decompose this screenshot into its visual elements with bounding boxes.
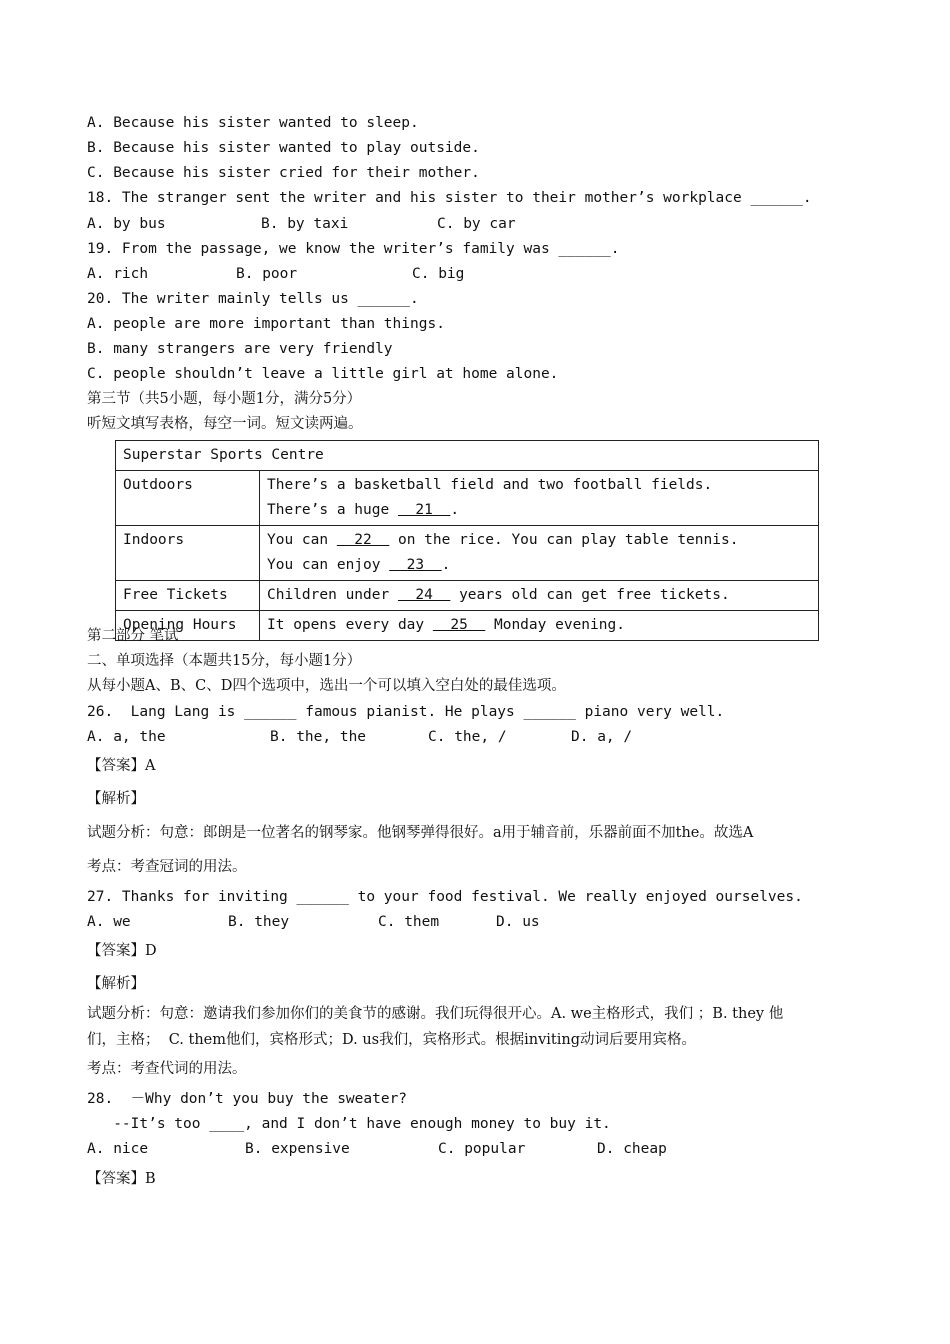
hours-label: Opening Hours: [116, 611, 260, 641]
section3-title: 第三节（共5小题，每小题1分，满分5分）: [87, 391, 362, 407]
q27-option-a: A. we: [87, 914, 131, 930]
tickets-label: Free Tickets: [116, 581, 260, 611]
q20-stem: 20. The writer mainly tells us ______.: [87, 291, 419, 307]
q28-stem-line-1: 28. －Why don’t you buy the sweater?: [87, 1091, 408, 1107]
tickets-pre: Children under: [267, 587, 398, 603]
section-instruction: 从每小题A、B、C、D四个选项中，选出一个可以填入空白处的最佳选项。: [87, 678, 566, 694]
blank-25: 25: [432, 617, 486, 633]
q28-option-c: C. popular: [438, 1141, 526, 1157]
blank-21: 21: [397, 502, 451, 518]
q19-option-b: B. poor: [236, 266, 298, 282]
table-row-hours: [116, 611, 819, 641]
q18-option-b: B. by taxi: [261, 216, 349, 232]
section-title: 二、单项选择（本题共15分，每小题1分）: [87, 653, 362, 669]
indoors-line-2-post: .: [441, 557, 451, 573]
q28-answer: 【答案】B: [87, 1171, 156, 1187]
q26-option-a: A. a, the: [87, 729, 166, 745]
outdoors-line-1: There’s a basketball field and two football fields.: [267, 477, 713, 493]
q27-options: [87, 913, 787, 1003]
q28-stem-line-2: --It’s too ____, and I don’t have enough money to buy it.: [87, 1116, 611, 1132]
q18-option-c: C. by car: [437, 216, 516, 232]
q26-point: 考点：考查冠词的用法。: [87, 859, 247, 875]
tickets-post: years old can get free tickets.: [450, 587, 730, 603]
indoors-line-1-post: on the rice. You can play table tennis.: [389, 532, 739, 548]
hours-content: [260, 611, 819, 641]
q28-options: [87, 1140, 787, 1230]
q26-option-d: D. a, /: [571, 729, 633, 745]
q17-option-b: B. Because his sister wanted to play outside.: [87, 140, 480, 156]
q27-analysis-label: 【解析】: [87, 976, 145, 992]
q27-point: 考点：考查代词的用法。: [87, 1061, 247, 1077]
table-title: Superstar Sports Centre: [116, 441, 819, 471]
outdoors-content: [260, 471, 819, 526]
q19-stem: 19. From the passage, we know the writer’s family was ______.: [87, 241, 620, 257]
outdoors-line-2-post: .: [450, 502, 460, 518]
q19-option-c: C. big: [412, 266, 465, 282]
q26-stem: 26. Lang Lang is ______ famous pianist. He plays ______ piano very well.: [87, 704, 725, 720]
table-row-indoors: [116, 526, 819, 581]
q27-analysis-line-1: 试题分析：句意：邀请我们参加你们的美食节的感谢。我们玩得很开心。A. we主格形式，我们 ；B. they 他: [87, 1006, 784, 1022]
q18-option-a: A. by bus: [87, 216, 166, 232]
q28-option-a: A. nice: [87, 1141, 149, 1157]
q28-option-b: B. expensive: [245, 1141, 350, 1157]
q27-option-c: C. them: [378, 914, 440, 930]
part2-title: 第二部分 笔试: [87, 628, 179, 644]
q26-analysis-label: 【解析】: [87, 791, 145, 807]
hours-post: Monday evening.: [485, 617, 625, 633]
outdoors-line-2-pre: There’s a huge: [267, 502, 398, 518]
q26-option-c: C. the, /: [428, 729, 507, 745]
q26-answer: 【答案】A: [87, 758, 156, 774]
q17-option-a: A. Because his sister wanted to sleep.: [87, 115, 419, 131]
q27-option-d: D. us: [496, 914, 540, 930]
q17-option-c: C. Because his sister cried for their mother.: [87, 165, 480, 181]
tickets-content: [260, 581, 819, 611]
q27-analysis-line-2: 们，主格； C. them他们，宾格形式；D. us我们，宾格形式。根据inviting动词后要用宾格。: [87, 1032, 697, 1048]
q28-option-d: D. cheap: [597, 1141, 667, 1157]
q19-option-a: A. rich: [87, 266, 149, 282]
q27-answer: 【答案】D: [87, 943, 157, 959]
q20-option-a: A. people are more important than things.: [87, 316, 445, 332]
outdoors-label: Outdoors: [116, 471, 260, 526]
blank-22: 22: [336, 532, 390, 548]
sports-centre-table: [115, 440, 819, 641]
q20-option-c: C. people shouldn’t leave a little girl at home alone.: [87, 366, 559, 382]
q27-option-b: B. they: [228, 914, 290, 930]
hours-pre: It opens every day: [267, 617, 433, 633]
indoors-label: Indoors: [116, 526, 260, 581]
indoors-line-1-pre: You can: [267, 532, 337, 548]
table-row-tickets: [116, 581, 819, 611]
q27-stem: 27. Thanks for inviting ______ to your food festival. We really enjoyed ourselves.: [87, 889, 803, 905]
q26-analysis: 试题分析：句意：郎朗是一位著名的钢琴家。他钢琴弹得很好。a用于辅音前，乐器前面不加the。故选A: [87, 825, 754, 841]
indoors-content: [260, 526, 819, 581]
indoors-line-2-pre: You can enjoy: [267, 557, 390, 573]
blank-24: 24: [397, 587, 451, 603]
blank-23: 23: [389, 557, 442, 573]
table-title-row: [116, 441, 819, 471]
section3-instruction: 听短文填写表格，每空一词。短文读两遍。: [87, 416, 363, 432]
q20-option-b: B. many strangers are very friendly: [87, 341, 393, 357]
q26-option-b: B. the, the: [270, 729, 367, 745]
q18-stem: 18. The stranger sent the writer and his sister to their mother’s workplace ______.: [87, 190, 812, 206]
table-row-outdoors: [116, 471, 819, 526]
q26-options: [87, 728, 787, 818]
